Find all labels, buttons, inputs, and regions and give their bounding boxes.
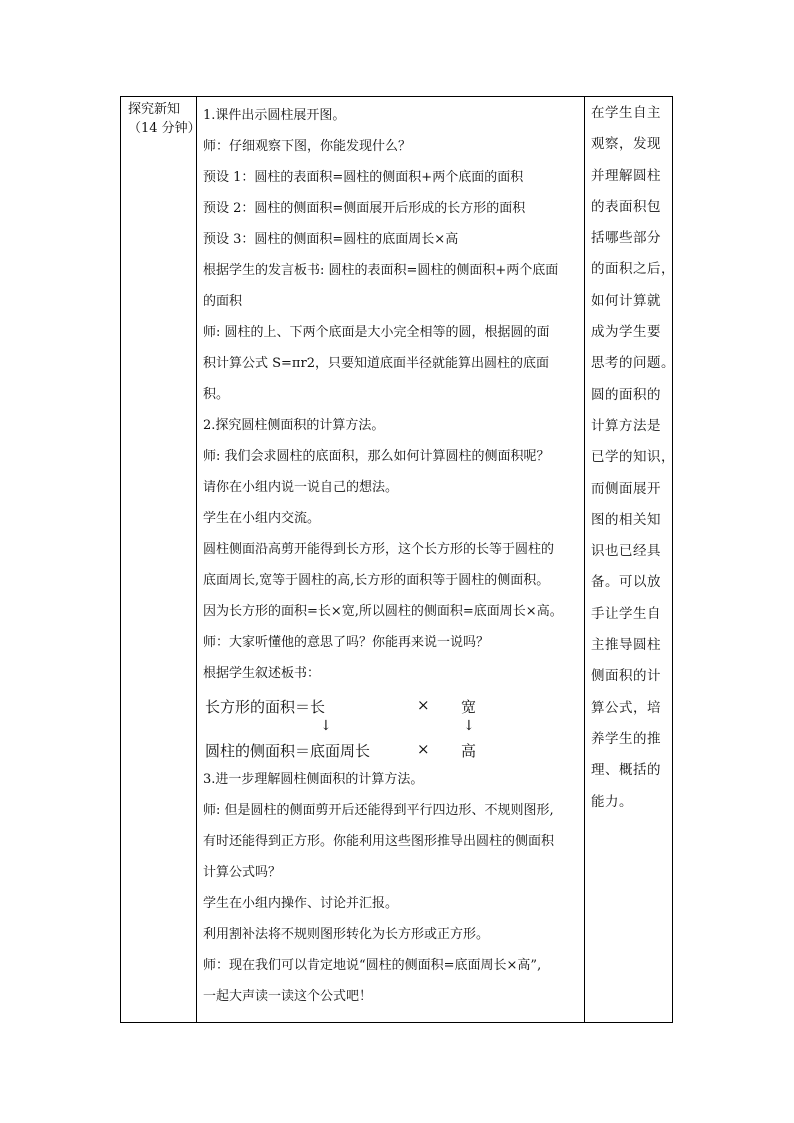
- text-line: 师：大家听懂他的意思了吗？你能再来说一说吗？: [203, 635, 490, 650]
- text-line: 的面积: [203, 294, 243, 309]
- board-formula: [203, 689, 583, 764]
- text-line: 师：现在我们可以肯定地说“圆柱的侧面积=底面周长×高”,: [203, 958, 542, 973]
- text-line: 预设 2：圆柱的侧面积=侧面展开后形成的长方形的面积: [203, 201, 526, 216]
- intent-line: 而侧面展开: [591, 480, 661, 497]
- column-divider-right: [584, 97, 585, 1022]
- intent-line: 侧面积的计: [591, 668, 661, 685]
- formula-times-1: ×: [417, 696, 430, 714]
- text-line: 请你在小组内说一说自己的想法。: [203, 480, 399, 495]
- text-line: 学生在小组内交流。: [203, 511, 321, 526]
- text-line: 师: 我们会求圆柱的底面积，那么如何计算圆柱的侧面积呢？: [203, 449, 550, 464]
- text-line: 因为长方形的面积=长×宽,所以圆柱的侧面积=底面周长×高。: [203, 604, 563, 619]
- intent-line: 养学生的推: [591, 730, 661, 747]
- formula-height: 高: [461, 742, 477, 760]
- column-divider-left: [196, 97, 197, 1022]
- intent-line: 识也已经具: [591, 543, 661, 560]
- text-line: 预设 1：圆柱的表面积=圆柱的侧面积+两个底面的面积: [203, 170, 524, 185]
- text-line: 师：仔细观察下图，你能发现什么？: [203, 139, 412, 154]
- arrow-down-icon: ↓: [320, 718, 332, 734]
- intent-line: 的面积之后，: [591, 261, 675, 278]
- intent-line: 计算方法是: [591, 417, 661, 434]
- intent-line: 图的相关知: [591, 511, 661, 528]
- section-title: 探究新知: [128, 102, 181, 117]
- intent-line: 成为学生要: [591, 324, 661, 341]
- intent-line: 手让学生自: [591, 605, 661, 622]
- text-line: 利用割补法将不规则图形转化为长方形或正方形。: [203, 927, 490, 942]
- intent-line: 在学生自主: [591, 105, 661, 121]
- formula-rect-area: 长方形的面积＝长: [205, 698, 326, 716]
- intent-line: 算公式，培: [591, 699, 661, 716]
- design-intent-cell: [591, 98, 675, 818]
- section-label-cell: [128, 100, 201, 138]
- intent-line: 并理解圆柱: [591, 167, 661, 184]
- intent-line: 已学的知识，: [591, 449, 675, 466]
- text-line: 根据学生叙述板书：: [203, 666, 321, 681]
- text-line: 圆柱侧面沿高剪开能得到长方形，这个长方形的长等于圆柱的: [203, 542, 555, 557]
- text-line: 1.课件出示圆柱展开图。: [203, 108, 346, 123]
- section-duration: （14 分钟）: [128, 121, 201, 136]
- text-line: 有时还能得到正方形。你能利用这些图形推导出圆柱的侧面积: [203, 834, 555, 849]
- text-line: 积。: [203, 387, 230, 402]
- intent-line: 主推导圆柱: [591, 637, 661, 654]
- intent-line: 理、概括的: [591, 762, 661, 779]
- teaching-process-cell: [203, 100, 583, 1012]
- text-line: 一起大声读一读这个公式吧！: [203, 989, 373, 1004]
- text-line: 2.探究圆柱侧面积的计算方法。: [203, 418, 385, 433]
- lesson-table: [120, 96, 673, 1023]
- formula-times-2: ×: [417, 740, 430, 758]
- arrow-down-icon: ↓: [463, 718, 475, 734]
- formula-width: 宽: [461, 698, 477, 716]
- text-line: 学生在小组内操作、讨论并汇报。: [203, 896, 399, 911]
- formula-lateral-area: 圆柱的侧面积＝底面周长: [205, 742, 371, 760]
- text-line: 师: 但是圆柱的侧面剪开后还能得到平行四边形、不规则图形,: [203, 803, 554, 818]
- text-line: 师: 圆柱的上、下两个底面是大小完全相等的圆，根据圆的面: [203, 325, 550, 340]
- text-line: 3.进一步理解圆柱侧面积的计算方法。: [203, 772, 424, 787]
- intent-line: 备。可以放: [591, 574, 661, 591]
- intent-line: 的表面积包: [591, 198, 661, 215]
- text-line: 底面周长,宽等于圆柱的高,长方形的面积等于圆柱的侧面积。: [203, 573, 550, 588]
- text-line: 根据学生的发言板书: 圆柱的表面积=圆柱的侧面积+两个底面: [203, 263, 559, 278]
- intent-line: 如何计算就: [591, 292, 661, 309]
- text-line: 计算公式吗？: [203, 865, 282, 880]
- intent-line: 观察，发现: [591, 136, 661, 153]
- intent-line: 圆的面积的: [591, 386, 661, 403]
- text-line: 预设 3：圆柱的侧面积=圆柱的底面周长×高: [203, 232, 459, 247]
- intent-line: 能力。: [591, 793, 633, 810]
- intent-line: 括哪些部分: [591, 230, 661, 247]
- text-line: 积计算公式 S=πr2，只要知道底面半径就能算出圆柱的底面: [203, 356, 549, 371]
- intent-line: 思考的问题。: [591, 355, 675, 372]
